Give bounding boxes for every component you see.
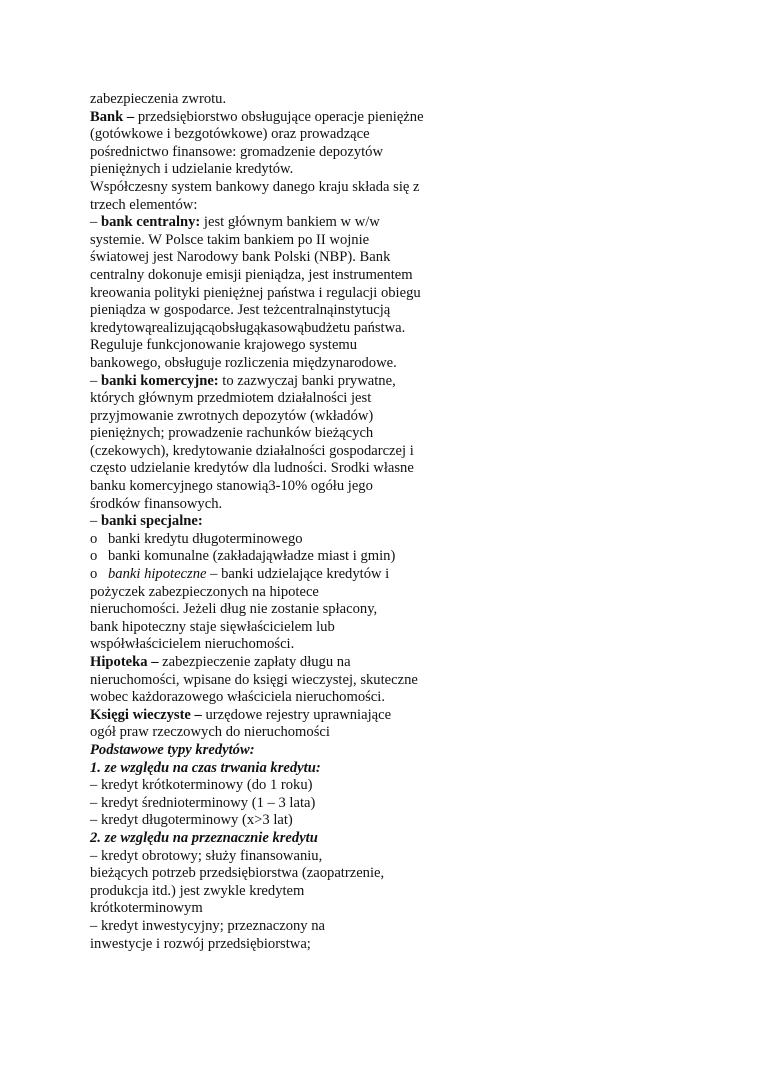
text-segment: banki kredytu długoterminowego: [108, 530, 303, 547]
bullet-marker: o: [90, 566, 98, 583]
text-segment: zabezpieczenie zapłaty długu na: [158, 654, 351, 670]
text-segment: inwestycje i rozwój przedsiębiorstwa;: [90, 935, 311, 952]
text-line: [90, 601, 490, 619]
text-segment: ogół praw rzeczowych do nieruchomości: [90, 724, 330, 741]
text-line: [90, 812, 490, 830]
text-line: [90, 161, 490, 179]
text-line: [90, 337, 490, 355]
text-line: [90, 249, 490, 267]
text-line: [90, 531, 490, 549]
text-line: [90, 267, 490, 285]
text-segment: kredytowąrealizującąobsługąkasowąbudżetu państwa.: [90, 319, 406, 336]
text-segment: banki komercyjne:: [100, 372, 219, 389]
text-line: [90, 197, 490, 215]
text-line: [90, 214, 490, 232]
text-segment: Współczesny system bankowy danego kraju składa się z: [90, 178, 420, 195]
text-segment: pieniężnych; prowadzenie rachunków bieżących: [90, 425, 374, 442]
text-line: [90, 179, 490, 197]
text-segment: –: [90, 214, 101, 231]
text-segment: – kredyt inwestycyjny; przeznaczony na: [90, 917, 326, 934]
text-line: [90, 865, 490, 883]
text-segment: jest głównym bankiem w w/w: [200, 214, 380, 231]
text-line: [90, 795, 490, 813]
bullet-marker: o: [90, 548, 98, 565]
text-line: [90, 373, 490, 391]
text-segment: Księgi wieczyste –: [90, 706, 202, 723]
text-line: [90, 126, 490, 144]
text-segment: urzędowe rejestry uprawniające: [201, 706, 392, 723]
text-segment: Podstawowe typy kredytów:: [90, 741, 255, 758]
text-segment: produkcja itd.) jest zwykle kredytem: [90, 882, 305, 899]
text-segment: banki komunalne (zakładająwładze miast i gmin): [108, 548, 396, 565]
text-line: [90, 91, 490, 109]
text-segment: pośrednictwo finansowe: gromadzenie depozytów: [90, 143, 384, 160]
text-segment: środków finansowych.: [90, 495, 223, 512]
text-line: [90, 900, 490, 918]
text-line: [90, 883, 490, 901]
text-line: [90, 320, 490, 338]
text-segment: to zazwyczaj banki prywatne,: [218, 372, 396, 389]
text-line: [90, 443, 490, 461]
text-line: [90, 478, 490, 496]
text-segment: pieniądza w gospodarce. Jest teżcentralnąinstytucją: [90, 302, 391, 319]
text-segment: (czekowych), kredytowanie działalności gospodarczej i: [90, 442, 414, 459]
text-segment: banki specjalne:: [100, 513, 203, 530]
text-segment: – banki udzielające kredytów i: [206, 566, 390, 583]
text-segment: kreowania polityki pieniężnej państwa i regulacji obiegu: [90, 284, 421, 301]
text-segment: – kredyt krótkoterminowy (do 1 roku): [90, 777, 313, 794]
text-segment: których głównym przedmiotem działalności jest: [90, 390, 372, 407]
text-line: [90, 144, 490, 162]
text-line: [90, 513, 490, 531]
text-segment: przedsiębiorstwo obsługujące operacje pieniężne: [134, 108, 424, 125]
text-line: [90, 425, 490, 443]
text-line: [90, 566, 490, 584]
text-line: [90, 689, 490, 707]
text-line: [90, 584, 490, 602]
text-segment: bieżących potrzeb przedsiębiorstwa (zaopatrzenie,: [90, 865, 385, 882]
text-line: [90, 636, 490, 654]
text-line: [90, 707, 490, 725]
text-segment: światowej jest Narodowy bank Polski (NBP). Bank: [90, 249, 391, 266]
text-segment: zabezpieczenia zwrotu.: [90, 91, 227, 107]
document-body: [90, 91, 490, 953]
text-line: [90, 355, 490, 373]
text-segment: wobec każdorazowego właściciela nieruchomości.: [90, 689, 385, 706]
text-line: [90, 936, 490, 954]
text-segment: (gotówkowe i bezgotówkowe) oraz prowadzące: [90, 126, 370, 143]
text-segment: banki hipoteczne: [108, 566, 207, 583]
text-line: [90, 390, 490, 408]
text-line: [90, 619, 490, 637]
text-segment: często udzielanie kredytów dla ludności. Srodki własne: [90, 460, 414, 477]
text-segment: nieruchomości, wpisane do księgi wieczystej, skuteczne: [90, 671, 418, 688]
text-segment: trzech elementów:: [90, 196, 198, 213]
text-segment: pieniężnych i udzielanie kredytów.: [90, 161, 294, 178]
text-line: [90, 724, 490, 742]
text-line: [90, 830, 490, 848]
text-segment: centralny dokonuje emisji pieniądza, jest instrumentem: [90, 266, 413, 283]
text-line: [90, 302, 490, 320]
text-line: [90, 672, 490, 690]
text-line: [90, 918, 490, 936]
text-segment: bank centralny:: [100, 214, 201, 231]
text-segment: – kredyt obrotowy; służy finansowaniu,: [90, 847, 323, 864]
text-segment: –: [90, 372, 101, 389]
text-segment: Reguluje funkcjonowanie krajowego systemu: [90, 337, 358, 354]
text-segment: 2. ze względu na przeznacznie kredytu: [90, 829, 318, 846]
text-segment: pożyczek zabezpieczonych na hipotece: [90, 583, 319, 600]
text-segment: Hipoteka –: [90, 654, 159, 670]
text-line: [90, 760, 490, 778]
text-line: [90, 460, 490, 478]
text-segment: – kredyt średnioterminowy (1 – 3 lata): [90, 794, 316, 811]
text-segment: krótkoterminowym: [90, 900, 203, 917]
text-segment: banku komercyjnego stanowią3-10% ogółu jego: [90, 478, 373, 495]
bullet-marker: o: [90, 530, 98, 547]
text-segment: bankowego, obsługuje rozliczenia międzynarodowe.: [90, 354, 397, 371]
text-line: [90, 408, 490, 426]
text-segment: Bank –: [90, 108, 135, 125]
text-line: [90, 232, 490, 250]
text-segment: przyjmowanie zwrotnych depozytów (wkładów): [90, 407, 374, 424]
text-line: [90, 742, 490, 760]
text-line: [90, 654, 490, 672]
text-segment: –: [90, 513, 101, 530]
text-line: [90, 777, 490, 795]
text-segment: współwłaścicielem nieruchomości.: [90, 636, 295, 653]
text-segment: – kredyt długoterminowy (x>3 lat): [90, 812, 293, 829]
text-segment: nieruchomości. Jeżeli dług nie zostanie spłacony,: [90, 601, 378, 618]
text-segment: bank hipoteczny staje sięwłaścicielem lub: [90, 618, 335, 635]
text-line: [90, 109, 490, 127]
text-segment: systemie. W Polsce takim bankiem po II wojnie: [90, 231, 370, 248]
text-line: [90, 285, 490, 303]
text-segment: 1. ze względu na czas trwania kredytu:: [90, 759, 321, 776]
text-line: [90, 496, 490, 514]
text-line: [90, 548, 490, 566]
text-line: [90, 848, 490, 866]
